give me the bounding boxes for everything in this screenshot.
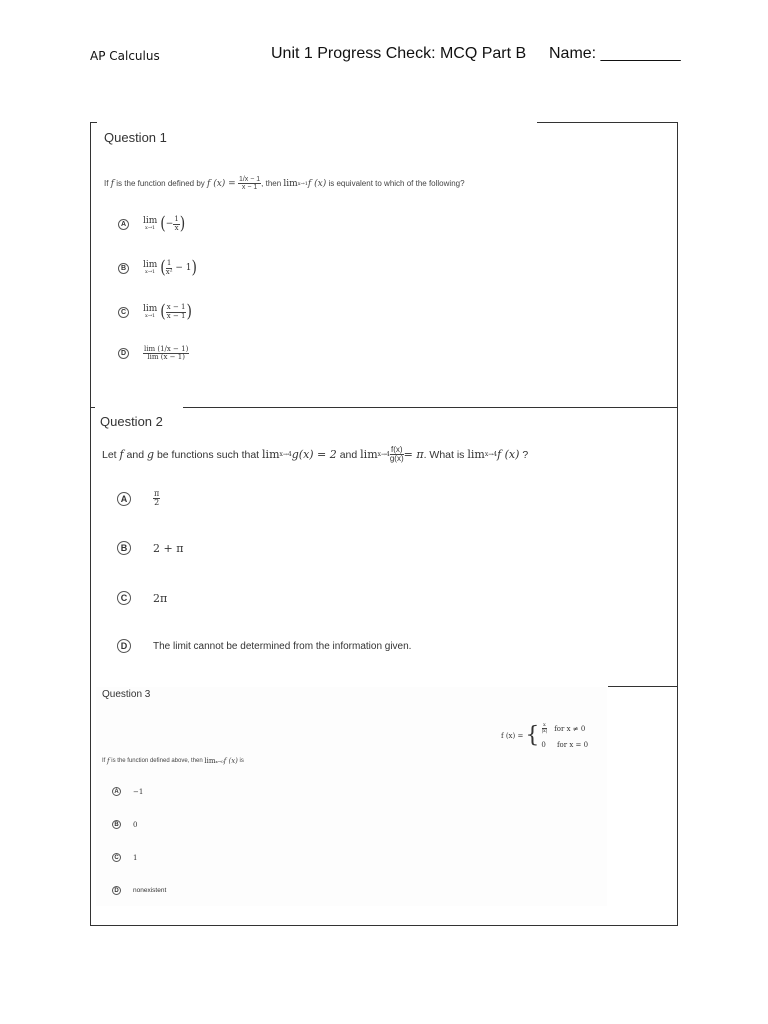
- option-a-badge: A: [118, 219, 129, 230]
- q3-option-c-badge: C: [112, 853, 121, 862]
- option-c-expression: lim x→1 ( $\frac{x - 1}{x - 1}$ ): [143, 302, 192, 322]
- q3-option-b-text: 0: [133, 820, 138, 829]
- q2-option-a-text: $\frac{\pi}{2}$: [154, 489, 160, 508]
- q2-option-c-text: 2π: [153, 591, 168, 605]
- q2-option-a-badge: A: [117, 492, 131, 506]
- option-b-badge: B: [118, 263, 129, 274]
- option-d-badge: D: [118, 348, 129, 359]
- q3-option-a-badge: A: [112, 787, 121, 796]
- option-b-expression: lim x→1 ( $\frac{1}{\text{x²}}$ − 1 ): [143, 258, 197, 278]
- q2-option-d[interactable]: [117, 639, 411, 653]
- q3-option-c-text: 1: [133, 853, 138, 862]
- question-1-label: Question 1: [104, 130, 167, 145]
- option-d-expression: $\frac{\lim (1/x - 1)}{\lim (x - 1)}$: [144, 345, 189, 362]
- question-3-stem: If f is the function defined above, then lim x→0 f (x) is: [102, 757, 244, 765]
- option-b[interactable]: [118, 260, 197, 276]
- option-a[interactable]: [118, 216, 185, 232]
- q2-option-a[interactable]: [117, 490, 160, 508]
- name-field: Name: _________: [549, 45, 681, 62]
- piecewise-definition: f (x) = { $\frac{x}{|x|}$ for x ≠ 0 0 for x = 0: [501, 722, 589, 749]
- option-d[interactable]: [118, 346, 189, 362]
- option-a-expression: lim x→1 ( − $\frac{1}{x}$ ): [143, 214, 186, 234]
- question-2-stem: Let f and g be functions such that lim x→4 g(x) = 2 and lim x→4 $\frac{f(x)}{g(x)}$ = π . What is lim x→4 f (x) ?: [102, 445, 529, 464]
- q2-option-b-badge: B: [117, 541, 131, 555]
- course-name: AP Calculus: [90, 49, 160, 63]
- option-c-badge: C: [118, 307, 129, 318]
- option-c[interactable]: [118, 304, 192, 320]
- question-1-stem: If f is the function defined by f (x) = $\frac{1/x - 1}{x - 1}$ , then lim x→1 f (x) is equivalent to which of the following?: [104, 176, 465, 192]
- q2-option-c[interactable]: [117, 591, 167, 605]
- question-3-label: Question 3: [102, 689, 151, 700]
- divider-q2-q3: [608, 686, 678, 687]
- q2-option-d-text: The limit cannot be determined from the information given.: [153, 640, 412, 652]
- page-title: Unit 1 Progress Check: MCQ Part B: [271, 45, 527, 62]
- q3-option-a-text: −1: [133, 787, 144, 796]
- q2-option-b[interactable]: [117, 541, 183, 555]
- question-1-panel: [96, 124, 536, 404]
- q3-option-b-badge: B: [112, 820, 121, 829]
- q2-option-c-badge: C: [117, 591, 131, 605]
- q3-option-c[interactable]: [112, 853, 137, 862]
- q2-option-b-text: 2 + π: [153, 541, 184, 555]
- q2-option-d-badge: D: [117, 639, 131, 653]
- question-2-label: Question 2: [100, 414, 163, 429]
- q3-option-d[interactable]: [112, 886, 166, 895]
- question-3-panel: [96, 687, 607, 906]
- q3-option-b[interactable]: [112, 820, 137, 829]
- q3-option-d-badge: D: [112, 886, 121, 895]
- q3-option-a[interactable]: [112, 787, 143, 796]
- q3-option-d-text: nonexistent: [133, 887, 167, 894]
